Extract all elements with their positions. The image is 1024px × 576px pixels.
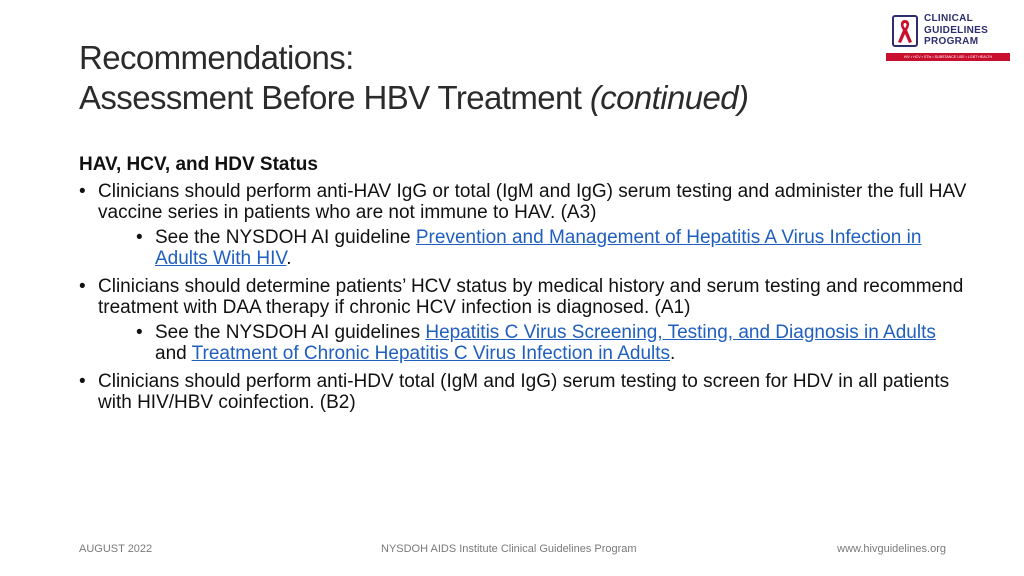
bullet-item-hcv [79,276,969,364]
logo-tagline-bar: HIV • HCV • STIs • SUBSTANCE USE • LGBT HEALTH [886,53,1010,61]
bullet-text: Clinicians should perform anti-HDV total (IgM and IgG) serum testing to screen for HDV in all patients with HIV/HBV coinfection. (B2) [98,371,950,413]
title-main-text: Assessment Before HBV Treatment [79,79,582,116]
section-heading: HAV, HCV, and HDV Status [79,154,318,175]
sub-bullet-hav: • See the NYSDOH AI guideline Prevention and Management of Hepatitis A Virus Infection in Adults With HIV. [136,227,922,269]
bullet-icon: • [136,322,143,343]
slide-title [79,38,879,118]
bullet-icon: • [79,181,86,202]
footer-program: NYSDOH AIDS Institute Clinical Guidelines Program [381,543,637,555]
bullet-item-hdv [79,371,969,413]
bullet-icon: • [79,371,86,392]
bullet-item-hav [79,181,969,269]
bullet-icon: • [136,227,143,248]
bullet-icon: • [79,276,86,297]
sub-bullet-hcv: • See the NYSDOH AI guidelines Hepatitis C Virus Screening, Testing, and Diagnosis in Adults and Treatment of Chronic Hepatitis C Virus Infection in Adults. [136,322,936,364]
link-hcv-treatment-guideline[interactable]: Treatment of Chronic Hepatitis C Virus Infection in Adults [191,343,671,364]
logo-wordmark: CLINICAL GUIDELINES PROGRAM [924,13,989,47]
title-line-1: Recommendations: [79,39,354,76]
title-line-2 [79,78,879,118]
slide-body [79,154,969,420]
bullet-text: Clinicians should perform anti-HAV IgG or total (IgM and IgG) serum testing and administer the full HAV vaccine series in patients who are not immune to HAV. (A3) [98,181,967,223]
footer-website: www.hivguidelines.org [837,543,946,555]
footer-date: AUGUST 2022 [79,543,153,555]
link-hcv-screening-guideline[interactable]: Hepatitis C Virus Screening, Testing, and Diagnosis in Adults [425,322,936,343]
link-hepatitis-a-guideline[interactable]: Prevention and Management of Hepatitis A Virus Infection in Adults With HIV [155,227,922,269]
bullet-text: Clinicians should determine patients’ HCV status by medical history and serum testing and recommend treatment with DAA therapy if chronic HCV infection is diagnosed. (A1) [98,276,964,318]
title-continued-text: (continued) [589,79,749,116]
awareness-ribbon-icon [892,15,918,47]
clinical-guidelines-program-logo [886,12,1010,64]
